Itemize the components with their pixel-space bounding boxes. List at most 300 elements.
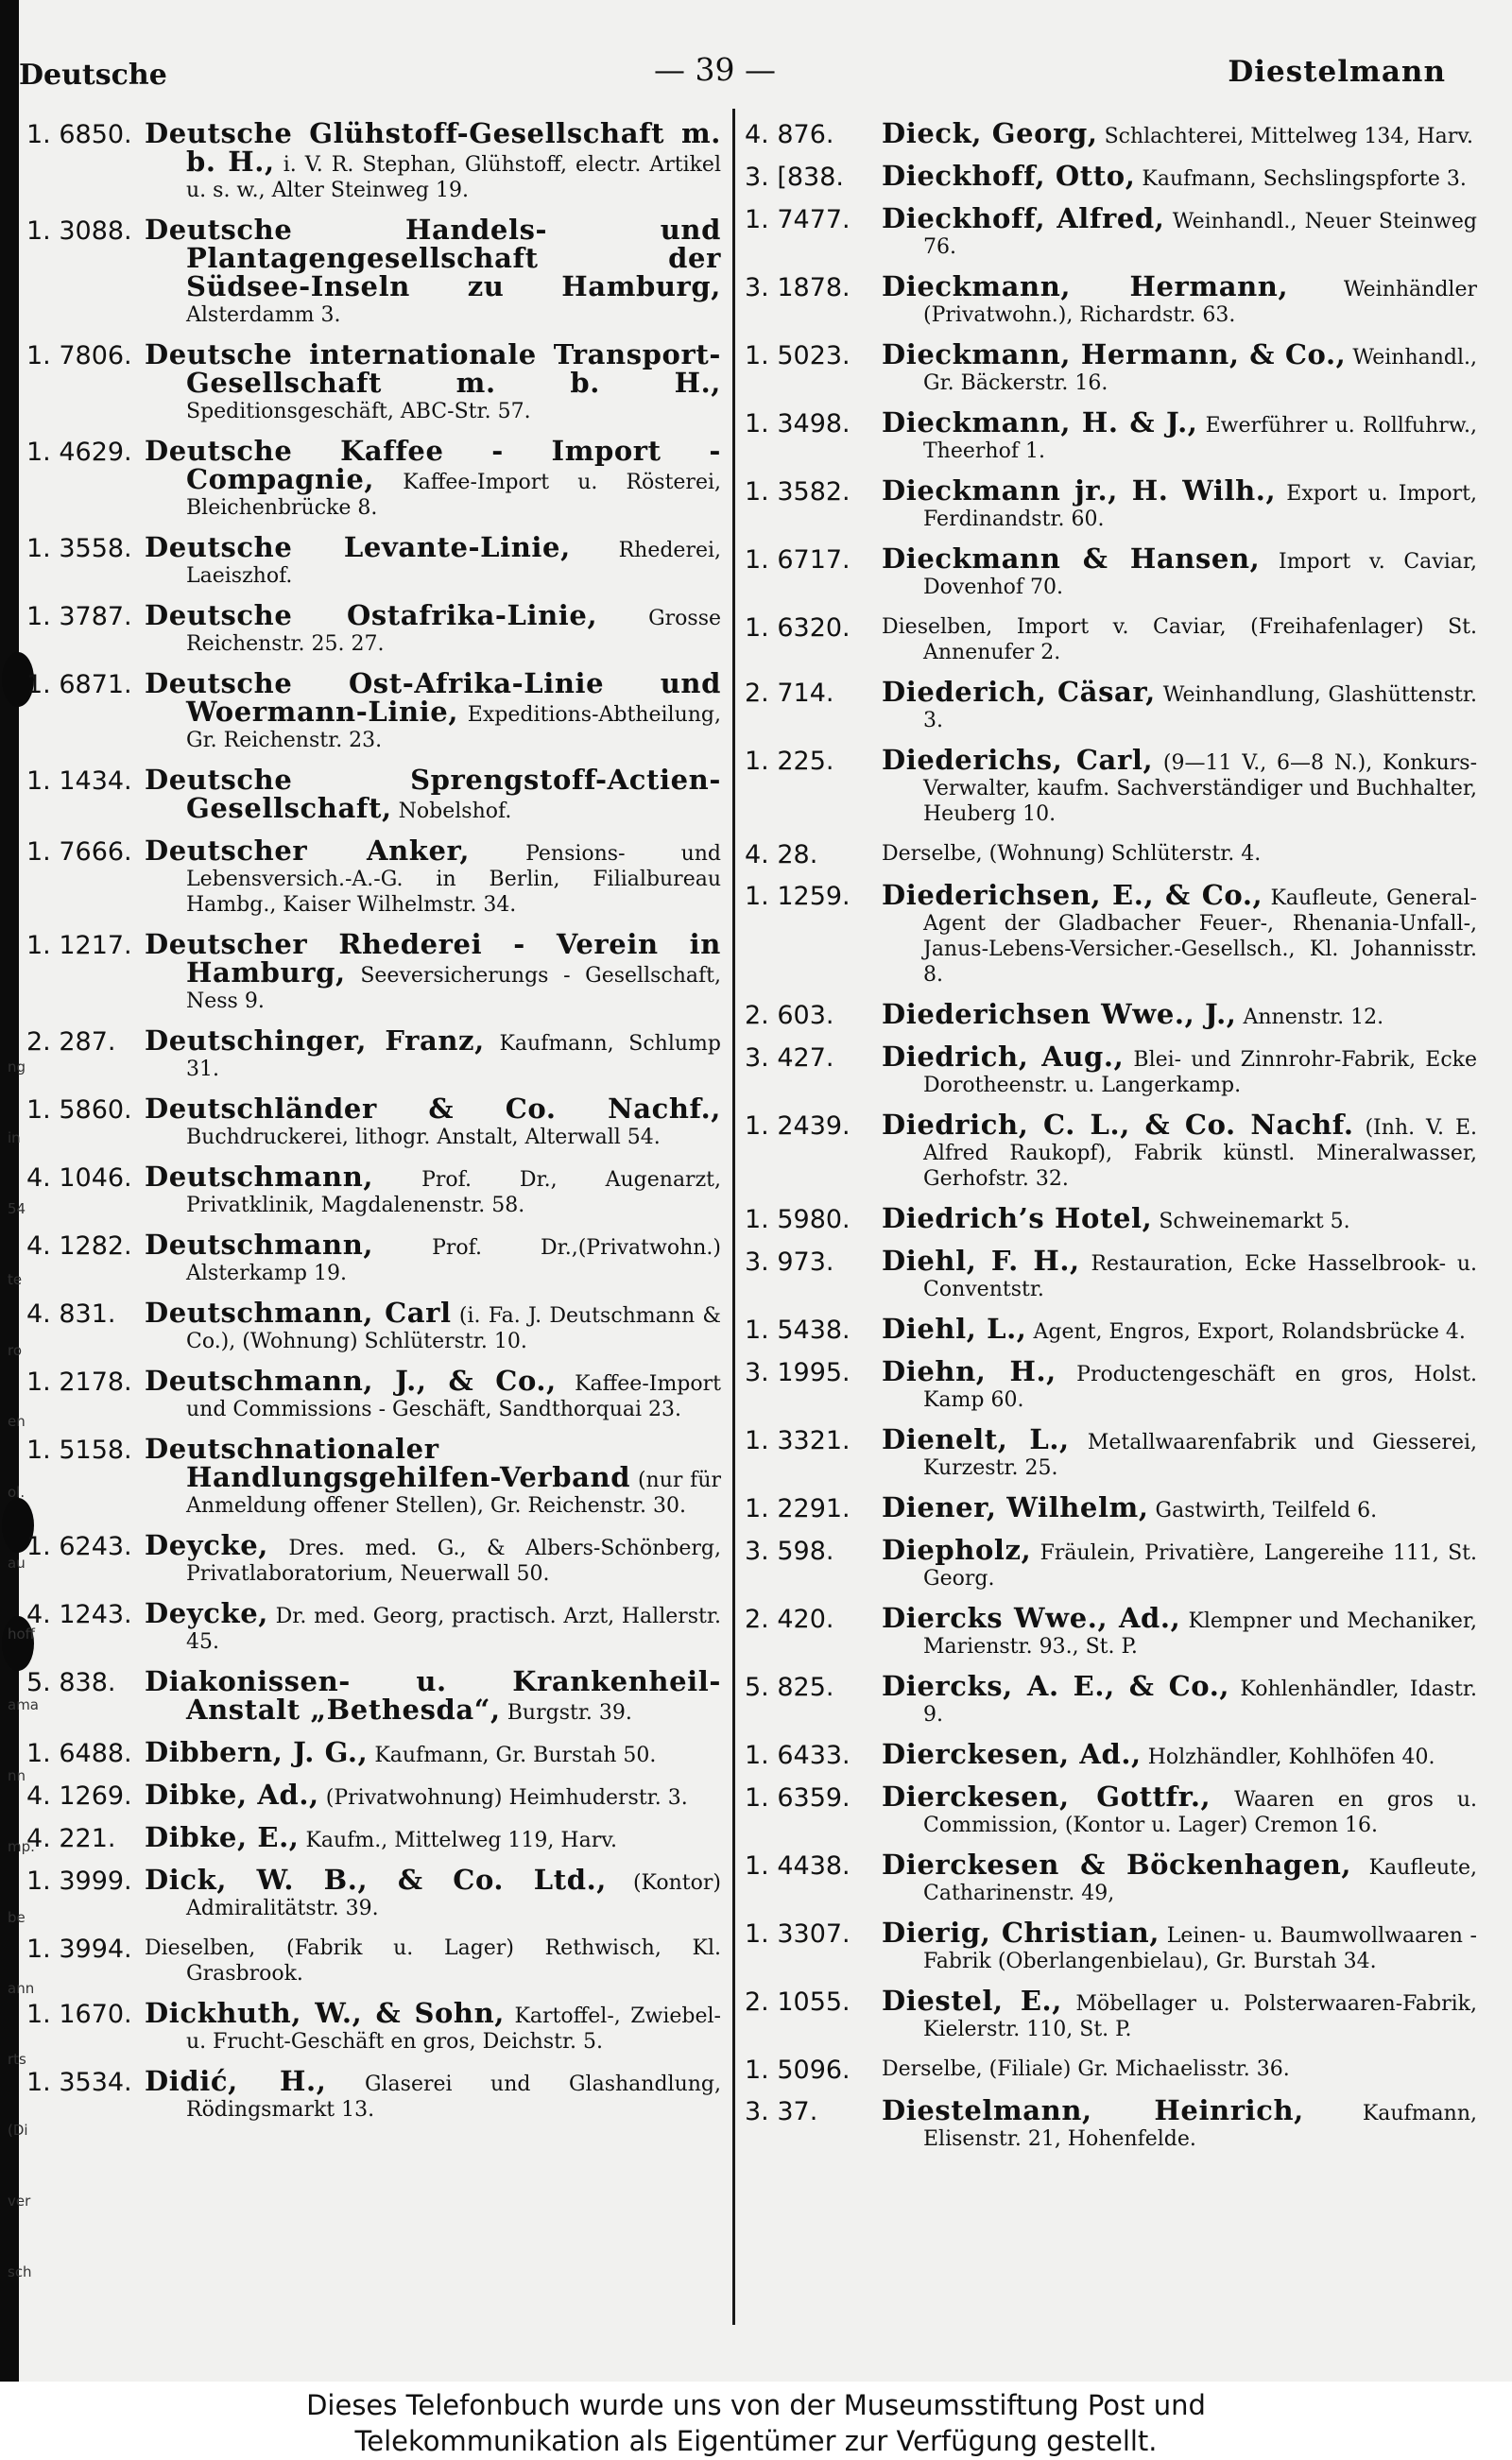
entry-body bbox=[145, 1092, 721, 1150]
entry-details: Kohlenhändler, Idastr. 9. bbox=[923, 1677, 1477, 1727]
entry-details: Pensions- und Lebensversich.-A.-G. in Berlin, Filialbureau Hambg., Kaiser Wilhelmstr. 34. bbox=[186, 842, 721, 917]
entry-body bbox=[882, 1491, 1477, 1523]
phone-number: 1. 6433. bbox=[745, 1741, 850, 1770]
margin-fragment: ann bbox=[8, 1980, 35, 1997]
directory-entry bbox=[26, 1024, 721, 1082]
subscriber-name: Diehl, L., bbox=[882, 1313, 1027, 1345]
entry-body bbox=[882, 1849, 1477, 1906]
directory-entry bbox=[26, 338, 721, 424]
directory-entry bbox=[745, 1423, 1477, 1481]
entry-details: Leinen- u. Baumwollwaaren - Fabrik (Oberlangenbielau), Gr. Burstah 34. bbox=[923, 1924, 1477, 1973]
entry-details: Kartoffel-, Zwiebel- u. Frucht-Geschäft en gros, Deichstr. 5. bbox=[186, 2004, 721, 2054]
directory-entry bbox=[745, 614, 1477, 665]
subscriber-name: Deutsche Handels- und Plantagengesellschaft der Südsee-Inseln zu Hamburg, bbox=[145, 214, 721, 302]
subscriber-name: Dieckmann, H. & J., bbox=[882, 406, 1198, 439]
subscriber-name: Dierckesen, Ad., bbox=[882, 1738, 1142, 1770]
entry-details: i. V. R. Stephan, Glühstoff, electr. Artikel u. s. w., Alter Steinweg 19. bbox=[186, 153, 721, 202]
subscriber-name: Dieckhoff, Alfred, bbox=[882, 202, 1165, 234]
entry-body bbox=[145, 1935, 721, 1987]
entry-details: Holzhändler, Kohlhöfen 40. bbox=[1147, 1746, 1435, 1769]
directory-entry bbox=[745, 542, 1477, 600]
entry-body bbox=[882, 614, 1477, 665]
entry-details: Kaffee-Import und Commissions - Geschäft, Sandthorquai 23. bbox=[186, 1372, 721, 1421]
entry-details: Dieselben, (Fabrik u. Lager) Rethwisch, Kl. Grasbrook. bbox=[145, 1936, 721, 1986]
directory-entry bbox=[26, 667, 721, 753]
entry-body bbox=[145, 1229, 722, 1286]
margin-fragment: hoff bbox=[8, 1626, 36, 1643]
subscriber-name: Deutsche Sprengstoff-Actien-Gesellschaft, bbox=[145, 764, 721, 824]
directory-entry bbox=[745, 1985, 1477, 2042]
phone-number: 1. 1434. bbox=[26, 766, 132, 796]
phone-number: 1. 6871. bbox=[26, 670, 132, 699]
entry-body bbox=[882, 202, 1477, 260]
subscriber-name: Deutschmann, J., & Co., bbox=[145, 1365, 557, 1397]
phone-number: 2. 287. bbox=[26, 1027, 116, 1057]
entry-body bbox=[882, 1917, 1477, 1974]
subscriber-name: Deutsche Glühstoff-Gesellschaft m. b. H., bbox=[145, 117, 721, 178]
footer-notice bbox=[0, 2382, 1512, 2460]
phone-number: 1. 6243. bbox=[26, 1532, 132, 1561]
entry-body bbox=[145, 1297, 721, 1354]
entry-details: Weinhandlung, Glashüttenstr. 3. bbox=[923, 683, 1477, 732]
phone-number: 3. 37. bbox=[745, 2097, 818, 2126]
subscriber-name: Deutsche internationale Transport-Gesellschaft m. b. H., bbox=[145, 338, 721, 399]
entry-body bbox=[882, 1245, 1477, 1302]
directory-entry bbox=[745, 1670, 1477, 1728]
margin-fragment: ol. bbox=[8, 1484, 26, 1501]
phone-number: 1. 3321. bbox=[745, 1426, 850, 1455]
subscriber-name: Diederichs, Carl, bbox=[882, 744, 1154, 776]
directory-entry bbox=[745, 1109, 1477, 1192]
entry-body bbox=[882, 998, 1477, 1030]
directory-entry bbox=[745, 1491, 1477, 1523]
phone-number: 1. 5158. bbox=[26, 1436, 132, 1465]
margin-fragment: be bbox=[8, 1909, 26, 1926]
entry-details: Klempner und Mechaniker, Marienstr. 93., St. P. bbox=[923, 1609, 1477, 1659]
entry-details: Metallwaarenfabrik und Giesserei, Kurzestr. 25. bbox=[923, 1431, 1477, 1480]
entry-details: Dr. med. Georg, practisch. Arzt, Hallerstr. 45. bbox=[186, 1605, 721, 1654]
phone-number: 3. 973. bbox=[745, 1247, 834, 1277]
subscriber-name: Dickhuth, W., & Sohn, bbox=[145, 1997, 505, 2029]
directory-entry bbox=[26, 1864, 721, 1921]
directory-entry bbox=[745, 1738, 1477, 1770]
phone-number: 1. 5980. bbox=[745, 1205, 850, 1234]
phone-number: 4. 831. bbox=[26, 1299, 116, 1329]
subscriber-name: Dibke, Ad., bbox=[145, 1779, 319, 1811]
entry-details: Weinhändler (Privatwohn.), Richardstr. 63. bbox=[923, 278, 1477, 327]
entry-details: Grosse Reichenstr. 25. 27. bbox=[186, 607, 721, 656]
phone-number: 5. 825. bbox=[745, 1673, 834, 1702]
subscriber-name: Deycke, bbox=[145, 1597, 268, 1629]
directory-entry bbox=[745, 406, 1477, 464]
entry-details: Glaserei und Glashandlung, Rödingsmarkt 13. bbox=[186, 2073, 721, 2122]
subscriber-name: Dierig, Christian, bbox=[882, 1917, 1160, 1949]
entry-body bbox=[882, 1313, 1477, 1345]
entry-body bbox=[145, 2065, 721, 2123]
subscriber-name: Didić, H., bbox=[145, 2065, 327, 2097]
entry-details: Productengeschäft en gros, Holst. Kamp 60. bbox=[923, 1363, 1478, 1412]
phone-number: 1. 3307. bbox=[745, 1919, 850, 1949]
margin-fragment: en bbox=[8, 1413, 26, 1430]
entry-body bbox=[145, 1024, 721, 1082]
entry-details: Rhederei, Laeiszhof. bbox=[186, 539, 722, 588]
margin-fragment: ama bbox=[8, 1696, 39, 1713]
entry-body bbox=[882, 338, 1478, 396]
entry-details: Kaufmann, Elisenstr. 21, Hohenfelde. bbox=[923, 2102, 1477, 2151]
entry-body bbox=[882, 1202, 1477, 1234]
directory-entry bbox=[745, 1534, 1477, 1591]
directory-entry bbox=[745, 1041, 1477, 1098]
directory-entry bbox=[26, 1665, 721, 1726]
entry-details: (Privatwohnung) Heimhuderstr. 3. bbox=[325, 1786, 688, 1810]
phone-number: 5. 838. bbox=[26, 1668, 116, 1697]
entry-details: Annenstr. 12. bbox=[1243, 1006, 1384, 1029]
subscriber-name: Dieckmann, Hermann, & Co., bbox=[882, 338, 1347, 370]
subscriber-name: Diakonissen- u. Krankenheil-Anstalt „Bethesda“, bbox=[145, 1665, 721, 1726]
entry-details: Dres. med. G., & Albers-Schönberg, Privatlaboratorium, Neuerwall 50. bbox=[186, 1537, 721, 1586]
entry-body bbox=[145, 435, 721, 521]
directory-entry bbox=[26, 1297, 721, 1354]
directory-entry bbox=[745, 998, 1477, 1030]
subscriber-name: Diepholz, bbox=[882, 1534, 1032, 1566]
phone-number: 1. 5023. bbox=[745, 341, 850, 370]
entry-details: Alsterdamm 3. bbox=[186, 303, 341, 327]
phone-number: 1. 7477. bbox=[745, 205, 850, 234]
entry-body bbox=[145, 214, 721, 328]
entry-details: Speditionsgeschäft, ABC-Str. 57. bbox=[186, 400, 531, 423]
phone-number: 1. 4438. bbox=[745, 1851, 850, 1881]
subscriber-name: Dibbern, J. G., bbox=[145, 1736, 369, 1768]
entry-body bbox=[882, 1985, 1477, 2042]
directory-entry bbox=[745, 1917, 1477, 1974]
directory-entry bbox=[26, 1821, 721, 1853]
directory-entry bbox=[745, 2094, 1477, 2152]
directory-entry bbox=[26, 531, 722, 589]
header-left: Deutsche bbox=[19, 59, 167, 92]
directory-entry bbox=[26, 214, 721, 328]
entry-details: Ewerführer u. Rollfuhrw., Theerhof 1. bbox=[923, 414, 1477, 463]
phone-number: 1. 2291. bbox=[745, 1494, 850, 1523]
footer-line: Telekommunikation als Eigentümer zur Verfügung gestellt. bbox=[354, 2425, 1158, 2457]
phone-number: 1. 6717. bbox=[745, 545, 850, 575]
entry-details: Nobelshof. bbox=[398, 800, 512, 823]
subscriber-name: Diederich, Cäsar, bbox=[882, 676, 1156, 708]
entry-body bbox=[145, 1997, 721, 2055]
subscriber-name: Deutschnationaler Handlungsgehilfen-Verband bbox=[145, 1433, 631, 1493]
entry-body bbox=[882, 1602, 1477, 1660]
entry-details: Möbellager u. Polsterwaaren-Fabrik, Kielerstr. 110, St. P. bbox=[923, 1992, 1477, 2041]
subscriber-name: Deutscher Anker, bbox=[145, 834, 471, 867]
phone-number: 1. 3787. bbox=[26, 602, 132, 631]
subscriber-name: Deutschinger, Franz, bbox=[145, 1024, 485, 1057]
directory-entry bbox=[745, 160, 1477, 192]
margin-fragment: 54 bbox=[8, 1200, 26, 1217]
entry-details: (Kontor) Admiralitätstr. 39. bbox=[186, 1871, 721, 1920]
directory-entry bbox=[26, 764, 721, 824]
subscriber-name: Diederichsen Wwe., J., bbox=[882, 998, 1237, 1030]
entry-details: Burgstr. 39. bbox=[507, 1701, 632, 1725]
directory-entry bbox=[26, 1935, 721, 1987]
directory-entry bbox=[26, 834, 721, 918]
entry-body bbox=[145, 1597, 721, 1655]
subscriber-name: Diedrich, Aug., bbox=[882, 1041, 1125, 1073]
entry-body bbox=[145, 928, 721, 1014]
phone-number: 1. 4629. bbox=[26, 438, 132, 467]
entry-body bbox=[145, 117, 721, 203]
entry-details: Prof. Dr., Augenarzt, Privatklinik, Magdalenenstr. 58. bbox=[186, 1168, 722, 1217]
margin-fragment: te bbox=[8, 1271, 23, 1288]
entry-details: Kaffee-Import u. Rösterei, Bleichenbrücke 8. bbox=[186, 471, 721, 520]
subscriber-name: Diestelmann, Heinrich, bbox=[882, 2094, 1304, 2126]
phone-number: 1. 3582. bbox=[745, 477, 850, 507]
subscriber-name: Dierckesen, Gottfr., bbox=[882, 1780, 1211, 1813]
phone-number: 1. 3498. bbox=[745, 409, 850, 439]
subscriber-name: Diener, Wilhelm, bbox=[882, 1491, 1149, 1523]
entry-details: (i. Fa. J. Deutschmann & Co.), (Wohnung) Schlüterstr. 10. bbox=[186, 1304, 721, 1353]
phone-number: 1. 3534. bbox=[26, 2068, 132, 2097]
entry-details: Fräulein, Privatière, Langereihe 111, St. Georg. bbox=[923, 1541, 1477, 1591]
directory-entry bbox=[745, 676, 1477, 733]
directory-entry bbox=[745, 1602, 1477, 1660]
entry-details: Buchdruckerei, lithogr. Anstalt, Alterwall 54. bbox=[186, 1126, 661, 1149]
phone-number: 3. 598. bbox=[745, 1537, 834, 1566]
entry-details: Agent, Engros, Export, Rolandsbrücke 4. bbox=[1033, 1320, 1466, 1344]
directory-entry bbox=[26, 1229, 722, 1286]
entry-details: Prof. Dr.,(Privatwohn.) Alsterkamp 19. bbox=[186, 1236, 722, 1285]
directory-entry bbox=[745, 841, 1477, 869]
margin-fragment: (Di bbox=[8, 2122, 28, 2139]
directory-entry bbox=[745, 1355, 1478, 1413]
right-column bbox=[745, 117, 1478, 2166]
phone-number: 1. 6320. bbox=[745, 613, 850, 643]
page-header bbox=[19, 47, 1446, 95]
entry-body bbox=[145, 599, 721, 657]
phone-number: 1. 6359. bbox=[745, 1783, 850, 1813]
subscriber-name: Diehn, H., bbox=[882, 1355, 1057, 1387]
entry-details: Expeditions-Abtheilung, Gr. Reichenstr. 23. bbox=[186, 703, 721, 752]
directory-entry bbox=[745, 1849, 1477, 1906]
entry-body bbox=[882, 160, 1477, 192]
entry-body bbox=[145, 1821, 721, 1853]
page-number: — 39 — bbox=[654, 51, 776, 88]
column-divider bbox=[732, 109, 735, 2325]
directory-entry bbox=[745, 2056, 1477, 2084]
phone-number: 1. 5438. bbox=[745, 1316, 850, 1345]
subscriber-name: Deutscher Rhederei - Verein in Hamburg, bbox=[145, 928, 721, 989]
subscriber-name: Deutschländer & Co. Nachf., bbox=[145, 1092, 721, 1125]
directory-entry bbox=[26, 117, 721, 203]
subscriber-name: Diedrich, C. L., & Co. Nachf. bbox=[882, 1109, 1354, 1141]
subscriber-name: Dibke, E., bbox=[145, 1821, 300, 1853]
subscriber-name: Dieckhoff, Otto, bbox=[882, 160, 1136, 192]
entry-body bbox=[145, 1665, 721, 1726]
directory-entry bbox=[745, 879, 1477, 988]
subscriber-name: Deutschmann, bbox=[145, 1229, 374, 1261]
subscriber-name: Deycke, bbox=[145, 1529, 268, 1561]
margin-fragment: ng bbox=[8, 1058, 26, 1075]
entry-body bbox=[145, 1864, 721, 1921]
directory-entry bbox=[745, 202, 1477, 260]
subscriber-name: Diehl, F. H., bbox=[882, 1245, 1080, 1277]
directory-entry bbox=[745, 474, 1477, 532]
entry-body bbox=[145, 338, 721, 424]
subscriber-name: Deutsche Kaffee - Import - Compagnie, bbox=[145, 435, 721, 495]
directory-entry bbox=[26, 1736, 721, 1768]
phone-number: 2. 714. bbox=[745, 679, 834, 708]
directory-entry bbox=[745, 270, 1477, 328]
directory-entry bbox=[745, 338, 1478, 396]
entry-body bbox=[882, 841, 1477, 867]
phone-number: 3. 427. bbox=[745, 1043, 834, 1073]
entry-details: Gastwirth, Teilfeld 6. bbox=[1155, 1499, 1378, 1522]
subscriber-name: Diederichsen, E., & Co., bbox=[882, 879, 1263, 911]
phone-number: 4. 1243. bbox=[26, 1600, 132, 1629]
entry-details: Derselbe, (Filiale) Gr. Michaelisstr. 36. bbox=[882, 2057, 1290, 2081]
subscriber-name: Deutsche Levante-Linie, bbox=[145, 531, 571, 563]
subscriber-name: Dick, W. B., & Co. Ltd., bbox=[145, 1864, 607, 1896]
subscriber-name: Diercks, A. E., & Co., bbox=[882, 1670, 1230, 1702]
subscriber-name: Deutschmann, bbox=[145, 1161, 374, 1193]
directory-entry bbox=[26, 1161, 722, 1218]
entry-body bbox=[882, 1423, 1477, 1481]
phone-number: 1. 2439. bbox=[745, 1111, 850, 1141]
entry-body bbox=[882, 879, 1477, 988]
entry-body bbox=[145, 834, 721, 918]
entry-body bbox=[145, 1779, 721, 1811]
directory-entry bbox=[745, 1202, 1477, 1234]
directory-entry bbox=[26, 435, 721, 521]
entry-body bbox=[145, 1736, 721, 1768]
entry-body bbox=[882, 1738, 1477, 1770]
entry-body bbox=[145, 1365, 721, 1422]
phone-number: 4. 221. bbox=[26, 1824, 116, 1853]
subscriber-name: Diestel, E., bbox=[882, 1985, 1062, 2017]
phone-number: 4. 876. bbox=[745, 120, 834, 149]
entry-body bbox=[145, 764, 721, 824]
phone-number: 1. 2178. bbox=[26, 1368, 132, 1397]
entry-body bbox=[882, 676, 1477, 733]
entry-details: Seeversicherungs - Gesellschaft, Ness 9. bbox=[186, 964, 721, 1013]
entry-details: Schweinemarkt 5. bbox=[1159, 1210, 1350, 1233]
directory-entry bbox=[26, 2065, 721, 2123]
entry-details: Import v. Caviar, Dovenhof 70. bbox=[923, 550, 1477, 599]
entry-body bbox=[882, 2056, 1477, 2082]
phone-number: 4. 1046. bbox=[26, 1163, 132, 1193]
subscriber-name: Dieckmann, Hermann, bbox=[882, 270, 1289, 302]
phone-number: 1. 3999. bbox=[26, 1867, 132, 1896]
entry-body bbox=[882, 1670, 1477, 1728]
footer-line: Dieses Telefonbuch wurde uns von der Museumsstiftung Post und bbox=[306, 2389, 1206, 2421]
entry-body bbox=[882, 1355, 1478, 1413]
phone-number: 1. 5096. bbox=[745, 2056, 850, 2085]
directory-entry bbox=[26, 1597, 721, 1655]
phone-number: 1. 3558. bbox=[26, 534, 132, 563]
left-column bbox=[26, 117, 722, 2137]
phone-number: 1. 6850. bbox=[26, 120, 132, 149]
entry-body bbox=[882, 542, 1477, 600]
margin-fragment: nn bbox=[8, 1767, 26, 1784]
entry-details: Kaufmann, Schlump 31. bbox=[186, 1032, 721, 1081]
directory-entry bbox=[745, 1780, 1477, 1838]
directory-entry bbox=[26, 1433, 722, 1519]
subscriber-name: Dienelt, L., bbox=[882, 1423, 1070, 1455]
phone-number: 1. 1217. bbox=[26, 931, 132, 960]
entry-details: (Inh. V. E. Alfred Raukopf), Fabrik künstl. Mineralwasser, Gerhofstr. 32. bbox=[923, 1116, 1477, 1191]
margin-fragment: in bbox=[8, 1129, 21, 1146]
subscriber-name: Deutsche Ostafrika-Linie, bbox=[145, 599, 598, 631]
phone-number: 1. 7666. bbox=[26, 837, 132, 867]
phone-number: 1. 225. bbox=[745, 747, 834, 776]
directory-entry bbox=[745, 1245, 1477, 1302]
margin-fragment: ro bbox=[8, 1342, 23, 1359]
directory-entry bbox=[26, 599, 721, 657]
entry-body bbox=[145, 667, 721, 753]
entry-body bbox=[882, 1109, 1477, 1192]
entry-body bbox=[882, 406, 1477, 464]
phone-number: 1. 1670. bbox=[26, 2000, 132, 2029]
phone-number: 1. 3088. bbox=[26, 216, 132, 246]
directory-entry bbox=[26, 1529, 721, 1587]
entry-details: Kaufm., Mittelweg 119, Harv. bbox=[305, 1829, 618, 1852]
entry-body bbox=[145, 1529, 721, 1587]
entry-body bbox=[145, 531, 722, 589]
entry-details: Blei- und Zinnrohr-Fabrik, Ecke Dorotheenstr. u. Langerkamp. bbox=[923, 1048, 1477, 1097]
entry-details: (9—11 V., 6—8 N.), Konkurs-Verwalter, kaufm. Sachverständiger und Buchhalter, Heuberg 10. bbox=[923, 751, 1477, 826]
subscriber-name: Dieck, Georg, bbox=[882, 117, 1098, 149]
entry-body bbox=[882, 1780, 1477, 1838]
subscriber-name: Deutschmann, Carl bbox=[145, 1297, 452, 1329]
directory-entry bbox=[26, 1365, 721, 1422]
directory-entry bbox=[745, 1313, 1477, 1345]
margin-fragment: au bbox=[8, 1555, 26, 1572]
phone-number: 4. 1282. bbox=[26, 1231, 132, 1261]
entry-details: Kaufmann, Gr. Burstah 50. bbox=[374, 1744, 657, 1767]
subscriber-name: Dieckmann jr., H. Wilh., bbox=[882, 474, 1277, 507]
margin-fragment: rts bbox=[8, 2051, 26, 2068]
phone-number: 1. 3994. bbox=[26, 1935, 132, 1964]
phone-number: 1. 6488. bbox=[26, 1739, 132, 1768]
entry-details: Weinhandl., Gr. Bäckerstr. 16. bbox=[923, 346, 1478, 395]
entry-details: Kaufleute, General-Agent der Gladbacher Feuer-, Rhenania-Unfall-, Janus-Lebens-Versicher.-Gesellsch., Kl. Johannisstr. 8. bbox=[923, 886, 1477, 987]
phone-number: 2. 603. bbox=[745, 1001, 834, 1030]
entry-body bbox=[145, 1433, 722, 1519]
margin-fragment: sch bbox=[8, 2263, 32, 2280]
directory-entry bbox=[745, 744, 1477, 827]
entry-body bbox=[882, 117, 1477, 149]
entry-details: Export u. Import, Ferdinandstr. 60. bbox=[923, 482, 1477, 531]
subscriber-name: Dierckesen & Böckenhagen, bbox=[882, 1849, 1352, 1881]
directory-entry bbox=[26, 1997, 721, 2055]
phone-number: 3. [838. bbox=[745, 163, 844, 192]
header-right: Diestelmann bbox=[1228, 55, 1446, 89]
subscriber-name: Deutsche Ost-Afrika-Linie und Woermann-Linie, bbox=[145, 667, 721, 728]
entry-details: Schlachterei, Mittelweg 134, Harv. bbox=[1104, 125, 1474, 148]
entry-body bbox=[882, 744, 1477, 827]
phone-number: 3. 1995. bbox=[745, 1358, 850, 1387]
subscriber-name: Dieckmann & Hansen, bbox=[882, 542, 1261, 575]
phone-number: 4. 1269. bbox=[26, 1781, 132, 1811]
entry-details: Waaren en gros u. Commission, (Kontor u. Lager) Cremon 16. bbox=[923, 1788, 1477, 1837]
margin-fragment: mp. bbox=[8, 1838, 35, 1855]
entry-body bbox=[145, 1161, 722, 1218]
phone-number: 1. 5860. bbox=[26, 1095, 132, 1125]
entry-body bbox=[882, 270, 1477, 328]
phone-number: 1. 7806. bbox=[26, 341, 132, 370]
entry-body bbox=[882, 1534, 1477, 1591]
entry-body bbox=[882, 1041, 1477, 1098]
phone-number: 2. 1055. bbox=[745, 1987, 850, 2017]
directory-entry bbox=[26, 1779, 721, 1811]
